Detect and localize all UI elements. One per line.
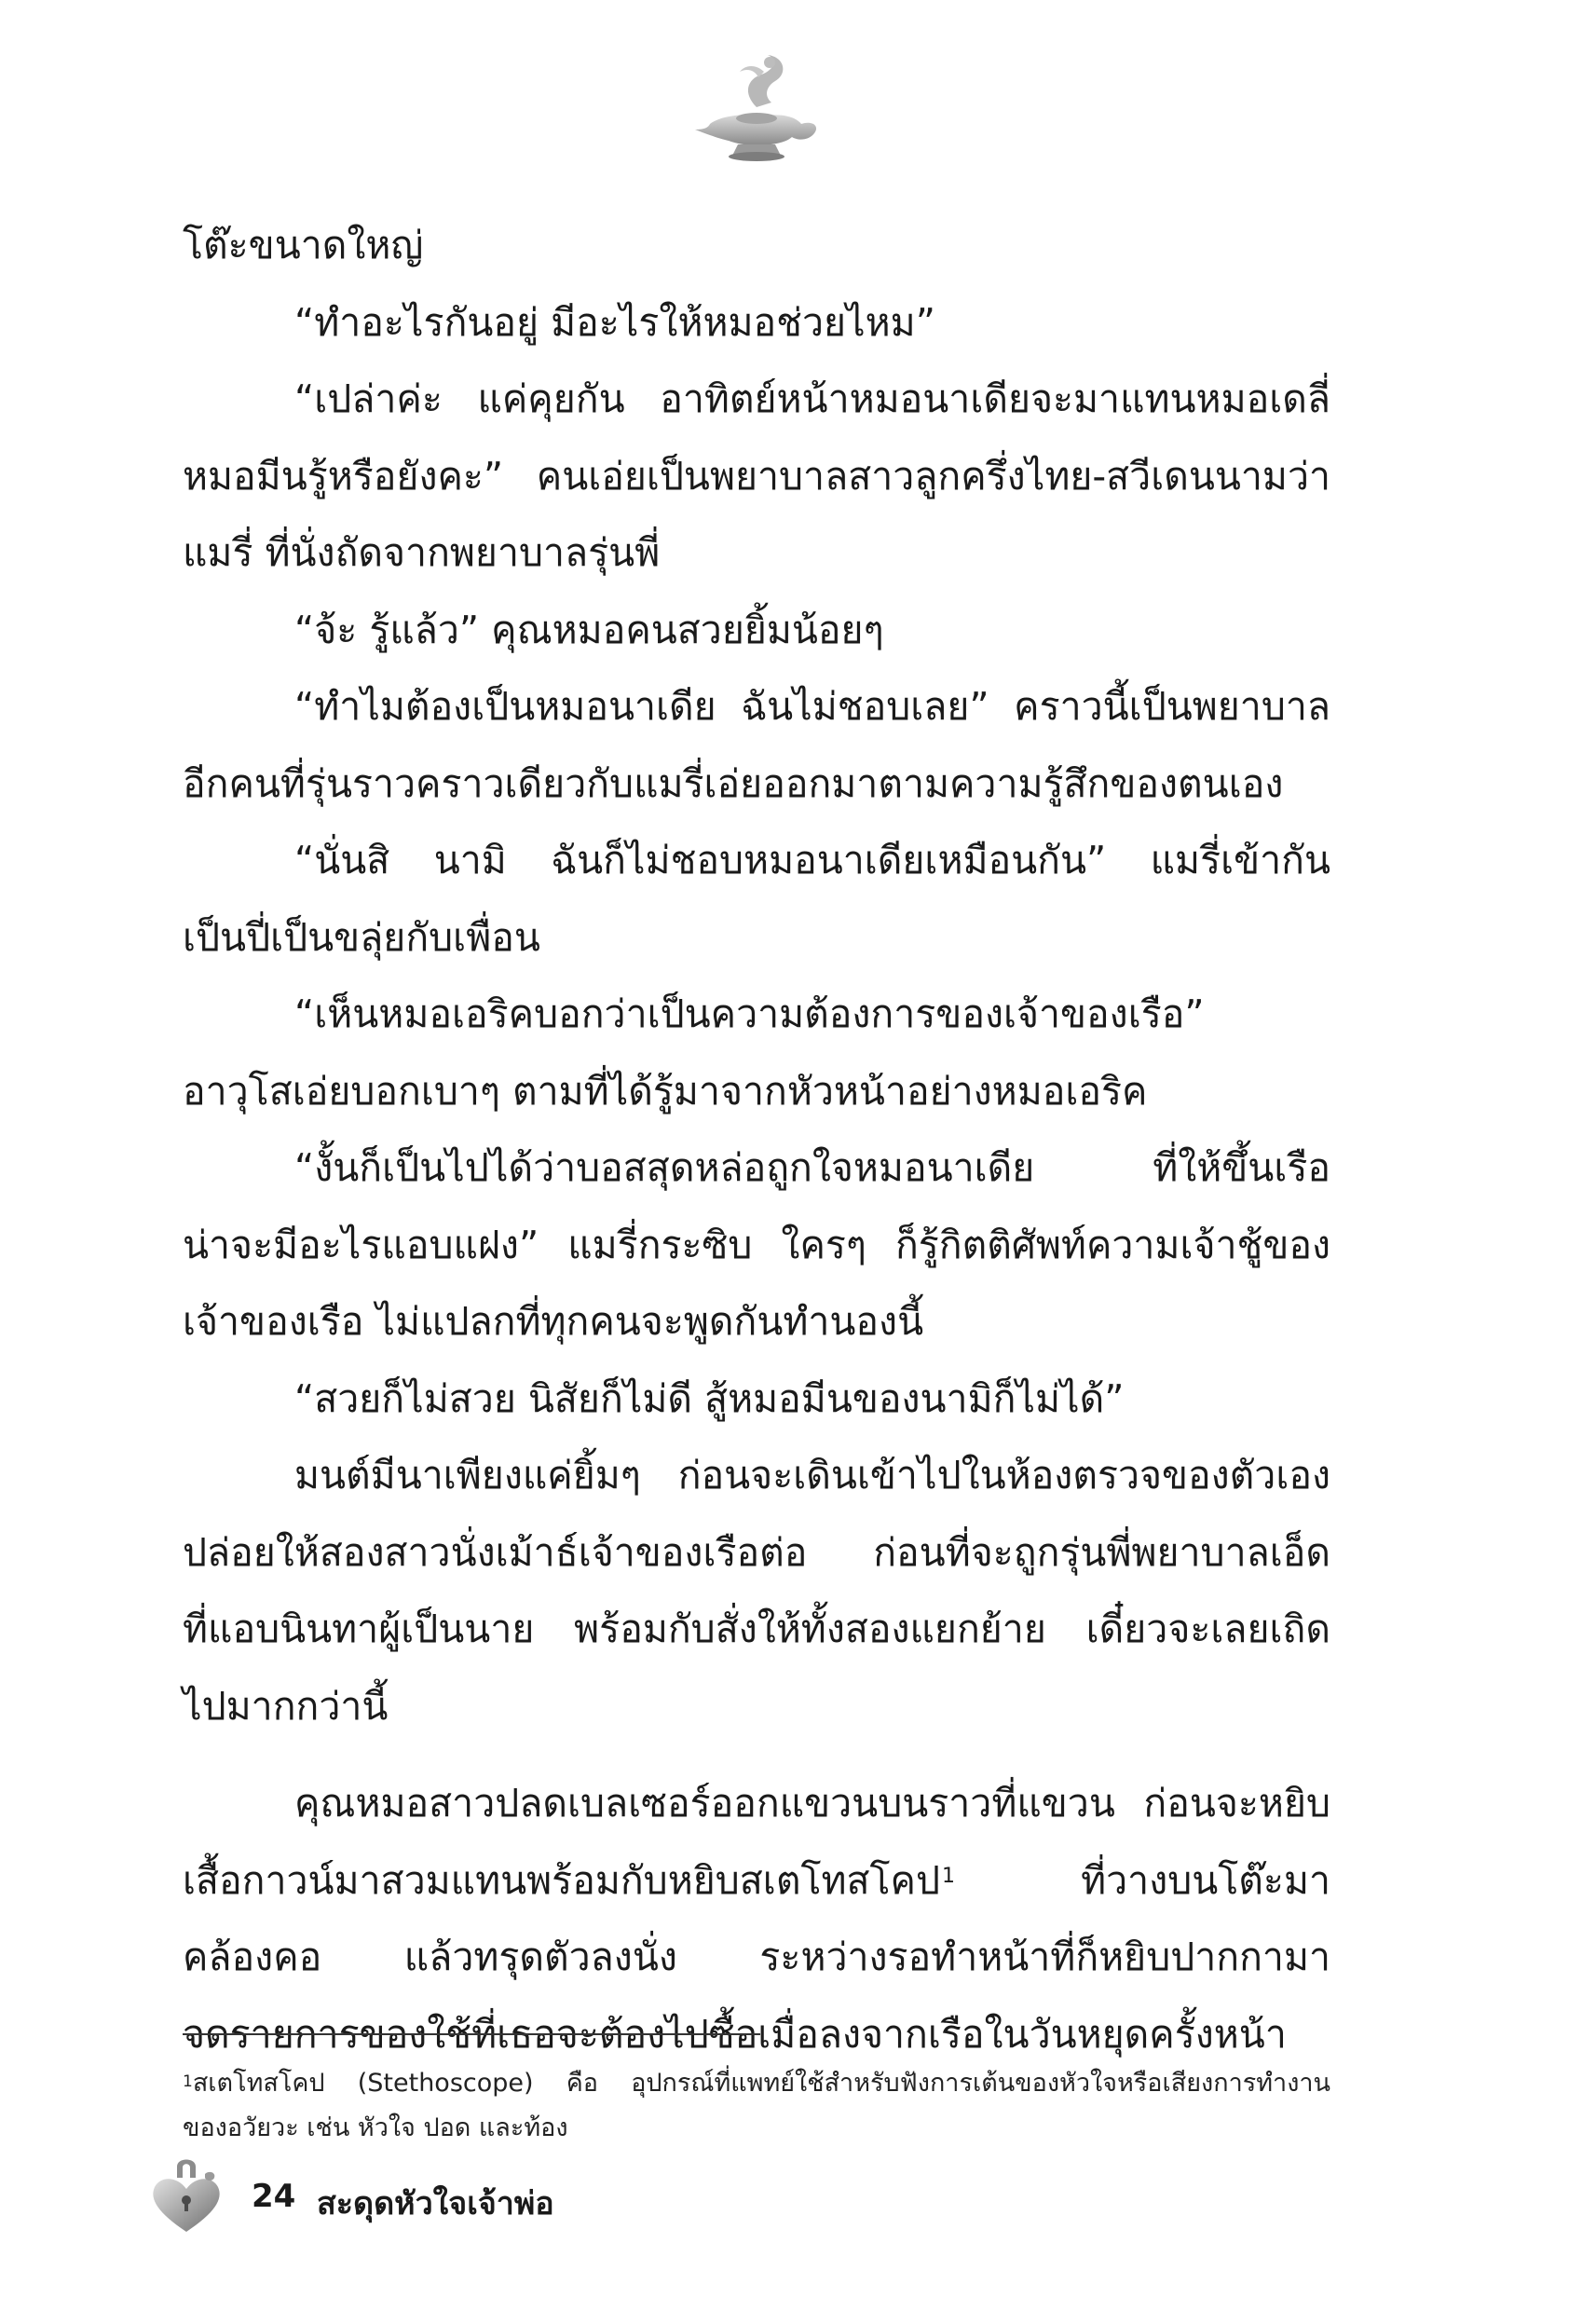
paragraph-line: “นั่นสิ นามิ ฉันก็ไม่ชอบหมอนาเดียเหมือนกัน” แมรี่เข้ากัน — [294, 838, 1330, 882]
paragraph-line-part: เสื้อกาวน์มาสวมแทนพร้อมกับหยิบสเตโทสโคป — [183, 1857, 940, 1903]
footnote-marker: 1 — [942, 1864, 955, 1888]
paragraph-line: อาวุโสเอ่ยบอกเบาๆ ตามที่ได้รู้มาจากหัวหน้าอย่างหมอเอริค — [183, 1068, 1148, 1114]
paragraph-line: “เปล่าค่ะ แค่คุยกัน อาทิตย์หน้าหมอนาเดียจะมาแทนหมอเดลี่ — [294, 376, 1330, 421]
page-footer — [149, 2157, 988, 2241]
page-body — [183, 207, 1330, 2072]
paragraph-line: อีกคนที่รุ่นราวคราวเดียวกับแมรี่เอ่ยออกมาตามความรู้สึกของตนเอง — [183, 760, 1284, 806]
footnote-divider — [183, 2033, 760, 2035]
footnote-line — [183, 2061, 1330, 2106]
paragraph-line: ที่แอบนินทาผู้เป็นนาย พร้อมกับสั่งให้ทั้งสองแยกย้าย เดี๋ยวจะเลยเถิด — [183, 1607, 1330, 1651]
paragraph-line — [183, 1842, 1330, 1920]
paragraph-line: “ทำอะไรกันอยู่ มีอะไรให้หมอช่วยไหม” — [294, 299, 935, 345]
footnote-line: ของอวัยวะ เช่น หัวใจ ปอด และท้อง — [183, 2113, 568, 2142]
paragraph-line-part: ที่วางบนโต๊ะมา — [1081, 1857, 1330, 1903]
paragraph-line: “จ้ะ รู้แล้ว” คุณหมอคนสวยยิ้มน้อยๆ — [294, 607, 884, 652]
genie-lamp-icon — [691, 51, 822, 163]
book-title: สะดุดหัวใจเจ้าพ่อ — [317, 2185, 554, 2222]
paragraph-line: คล้องคอ แล้วทรุดตัวลงนั่ง ระหว่างรอทำหน้าที่ก็หยิบปากกามา — [183, 1935, 1330, 1979]
paragraph-line: เจ้าของเรือ ไม่แปลกที่ทุกคนจะพูดกันทำนองนี้ — [183, 1299, 924, 1344]
paragraph-line: เป็นปี่เป็นขลุ่ยกับเพื่อน — [183, 914, 540, 960]
page-number: 24 — [252, 2178, 296, 2215]
paragraph-line: ไปมากกว่านี้ — [183, 1683, 389, 1729]
paragraph-line: จดรายการของใช้ที่เธอจะต้องไปซื้อเมื่อลงจากเรือในวันหยุดครั้งหน้า — [183, 2011, 1287, 2057]
paragraph-line: “งั้นก็เป็นไปได้ว่าบอสสุดหล่อถูกใจหมอนาเดีย ที่ให้ขึ้นเรือ — [294, 1145, 1330, 1190]
paragraph-line: คุณหมอสาวปลดเบลเซอร์ออกแขวนบนราวที่แขวน ก่อนจะหยิบ — [294, 1781, 1330, 1826]
paragraph-line: แมรี่ ที่นั่งถัดจากพยาบาลรุ่นพี่ — [183, 530, 661, 575]
paragraph-line: ปล่อยให้สองสาวนั่งเม้าธ์เจ้าของเรือต่อ ก่อนที่จะถูกรุ่นพี่พยาบาลเอ็ด — [183, 1529, 1330, 1575]
paragraph-line: “เห็นหมอเอริคบอกว่าเป็นความต้องการของเจ้าของเรือ” — [294, 991, 1205, 1036]
paragraph-line: หมอมีนรู้หรือยังคะ” คนเอ่ยเป็นพยาบาลสาวลูกครึ่งไทย-สวีเดนนามว่า — [183, 453, 1330, 499]
paragraph-line: น่าจะมีอะไรแอบแฝง” แมรี่กระซิบ ใครๆ ก็รู้กิตติศัพท์ความเจ้าชู้ของ — [183, 1222, 1330, 1267]
footnote — [183, 2061, 1330, 2151]
paragraph-line: “สวยก็ไม่สวย นิสัยก็ไม่ดี สู้หมอมีนของนามิก็ไม่ได้” — [294, 1375, 1125, 1421]
paragraph-line: “ทำไมต้องเป็นหมอนาเดีย ฉันไม่ชอบเลย” คราวนี้เป็นพยาบาล — [294, 684, 1330, 729]
heart-lock-icon — [149, 2157, 224, 2241]
paragraph-line: โต๊ะขนาดใหญ่ — [183, 223, 424, 267]
footnote-text: สเตโทสโคป (Stethoscope) คือ อุปกรณ์ที่แพทย์ใช้สำหรับฟังการเต้นของหัวใจหรือเสียงการทำงาน — [192, 2069, 1330, 2098]
paragraph-line: มนต์มีนาเพียงแค่ยิ้มๆ ก่อนจะเดินเข้าไปในห้องตรวจของตัวเอง — [294, 1453, 1330, 1497]
footnote-number: 1 — [183, 2072, 193, 2091]
